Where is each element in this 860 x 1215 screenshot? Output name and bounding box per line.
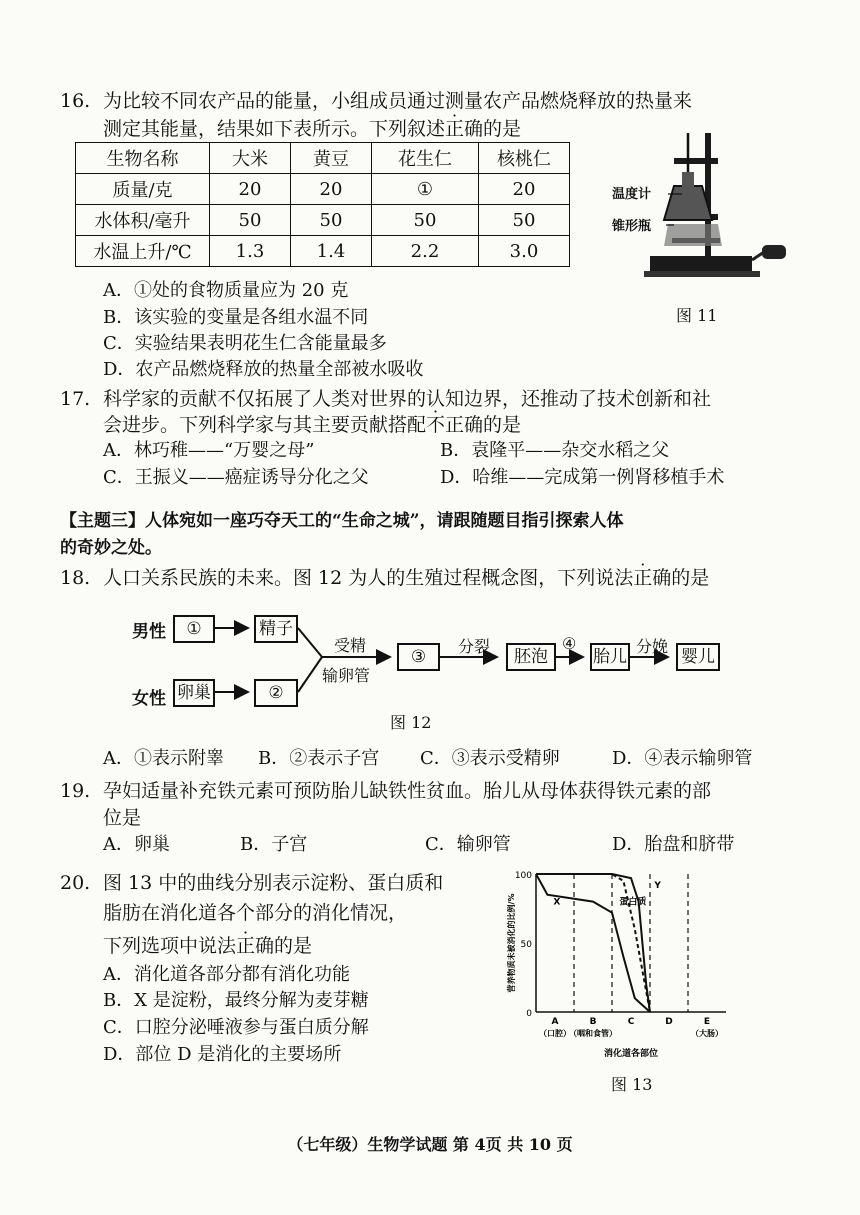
table-header: 花生仁 [372, 143, 479, 174]
q20-option-c: C．口腔分泌唾液参与蛋白质分解 [103, 1017, 369, 1038]
diagram-fertilize-label: 受精 [334, 636, 367, 655]
q20-option-a: A．消化道各部分都有消化功能 [103, 964, 350, 985]
table-cell: 2.2 [372, 236, 479, 267]
theme3-line1: 【主题三】人体宛如一座巧夺天工的“生命之城”，请跟随题目指引探索人体 [60, 511, 624, 531]
q17-number: 17. [60, 388, 91, 410]
x-axis-label: 消化道各部位 [603, 1049, 659, 1059]
q20-number: 20. [60, 872, 91, 894]
table-row [76, 205, 570, 236]
table-header: 黄豆 [291, 143, 372, 174]
q16-option-d: D．农产品燃烧释放的热量全部被水吸收 [103, 359, 424, 380]
table-cell: 20 [291, 174, 372, 205]
table-header: 生物名称 [76, 143, 210, 174]
q17-option-a: A．林巧稚——“万婴之母” [103, 440, 315, 461]
table-cell: 50 [479, 205, 570, 236]
x-tick-note: （大肠） [691, 1029, 723, 1038]
q20-option-d: D．部位 D 是消化的主要场所 [103, 1044, 342, 1065]
q19-option-c: C．输卵管 [425, 834, 511, 855]
q20-stem-line3: 下列选项中说法正确的是 [103, 935, 313, 957]
diagram-box-fetus: 胎儿 [590, 643, 630, 671]
q17-option-d: D．哈维——完成第一例肾移植手术 [440, 467, 725, 488]
figure11-thermometer-label: 温度计 [612, 187, 652, 202]
table-cell: 50 [291, 205, 372, 236]
q17-stem-line1: 科学家的贡献不仅拓展了人类对世界的认知边界，还推动了技术创新和社 [103, 388, 712, 410]
x-tick-label: E [703, 1017, 711, 1027]
series-label: Y [654, 880, 661, 891]
table-cell: 1.4 [291, 236, 372, 267]
q16-option-b: B．该实验的变量是各组水温不同 [103, 307, 369, 328]
q19-number: 19. [60, 780, 91, 802]
x-tick-label: D [665, 1017, 673, 1027]
diagram-box-3: ③ [397, 643, 440, 671]
q19-option-a: A．卵巢 [103, 834, 170, 855]
table-cell: 水温上升/℃ [76, 236, 210, 267]
y-tick-label: 50 [520, 940, 532, 950]
q20-stem-line1: 图 13 中的曲线分别表示淀粉、蛋白质和 [103, 872, 444, 894]
q16-number: 16. [60, 90, 91, 112]
diagram-step4-label: ④ [562, 634, 577, 653]
diagram-female-label: 女性 [132, 689, 166, 709]
figure11-caption: 图 11 [676, 306, 718, 325]
q16-stem-line1: 为比较不同农产品的能量，小组成员通过测量农产品燃烧释放的热量来 [103, 90, 693, 112]
q16-data-table [75, 142, 570, 267]
figure12-caption: 图 12 [390, 713, 432, 732]
diagram-delivery-label: 分娩 [636, 637, 669, 656]
diagram-box-sperm: 精子 [254, 615, 298, 643]
y-axis-label: 营养物质未被消化的比例/% [507, 893, 516, 993]
q18-option-d: D．④表示输卵管 [612, 748, 753, 769]
table-cell: 20 [210, 174, 291, 205]
q16-option-a: A．①处的食物质量应为 20 克 [103, 280, 349, 301]
diagram-box-blastocyst: 胚泡 [506, 643, 556, 671]
q17-option-c: C．王振义——癌症诱导分化之父 [103, 467, 369, 488]
table-cell: 1.3 [210, 236, 291, 267]
q18-number: 18. [60, 567, 91, 589]
diagram-box-1: ① [173, 615, 215, 643]
series-line [536, 874, 650, 1012]
q18-option-a: A．①表示附睾 [103, 748, 224, 769]
figure13-digestion-chart [478, 862, 768, 1072]
table-cell: 质量/克 [76, 174, 210, 205]
table-cell: 20 [479, 174, 570, 205]
table-cell: 50 [210, 205, 291, 236]
table-cell: ① [372, 174, 479, 205]
figure11-flask-label: 锥形瓶 [612, 219, 652, 234]
diagram-oviduct-label: 输卵管 [322, 666, 371, 685]
q18-stem: 人口关系民族的未来。图 12 为人的生殖过程概念图，下列说法正确的是 [103, 567, 710, 589]
q19-stem-line2: 位是 [103, 807, 142, 829]
diagram-divide-label: 分裂 [458, 637, 491, 656]
table-cell: 水体积/毫升 [76, 205, 210, 236]
q17-stem-line2: 会进步。下列科学家与其主要贡献搭配不正确的是 [103, 414, 522, 436]
table-header: 核桃仁 [479, 143, 570, 174]
diagram-box-ovary: 卵巢 [173, 679, 215, 707]
table-row [76, 236, 570, 267]
table-row [76, 174, 570, 205]
theme3-line2: 的奇妙之处。 [60, 538, 162, 558]
figure13-caption: 图 13 [611, 1075, 653, 1094]
q16-stem-line2: 测定其能量，结果如下表所示。下列叙述正确的是 [103, 118, 522, 140]
q17-option-b: B．袁隆平——杂交水稻之父 [440, 440, 670, 461]
x-tick-note: （咽和食管） [569, 1029, 617, 1038]
q19-stem-line1: 孕妇适量补充铁元素可预防胎儿缺铁性贫血。胎儿从母体获得铁元素的部 [103, 780, 712, 802]
q16-option-c: C．实验结果表明花生仁含能量最多 [103, 333, 387, 354]
table-header: 大米 [210, 143, 291, 174]
diagram-box-2: ② [254, 679, 298, 707]
q20-option-b: B．X 是淀粉，最终分解为麦芽糖 [103, 990, 369, 1011]
q19-option-d: D．胎盘和脐带 [612, 834, 735, 855]
diagram-box-baby: 婴儿 [676, 643, 720, 671]
table-cell: 3.0 [479, 236, 570, 267]
figure11-apparatus-image [612, 128, 792, 286]
y-tick-label: 0 [526, 1009, 532, 1019]
x-tick-label: B [589, 1017, 597, 1027]
x-tick-label: C [627, 1017, 635, 1027]
diagram-male-label: 男性 [132, 622, 166, 642]
series-label: X [553, 897, 561, 908]
table-cell: 50 [372, 205, 479, 236]
x-tick-label: A [551, 1017, 559, 1027]
q18-option-b: B．②表示子宫 [258, 748, 380, 769]
series-label: 蛋白质 [619, 897, 647, 908]
q18-option-c: C．③表示受精卵 [420, 748, 560, 769]
q20-stem-line2: 脂肪在消化道各个部分的消化情况， [103, 902, 408, 924]
y-tick-label: 100 [514, 871, 532, 881]
q19-option-b: B．子宫 [240, 834, 308, 855]
x-tick-note: （口腔） [539, 1029, 571, 1038]
page-footer: （七年级）生物学试题 第 4页 共 10 页 [287, 1135, 573, 1154]
